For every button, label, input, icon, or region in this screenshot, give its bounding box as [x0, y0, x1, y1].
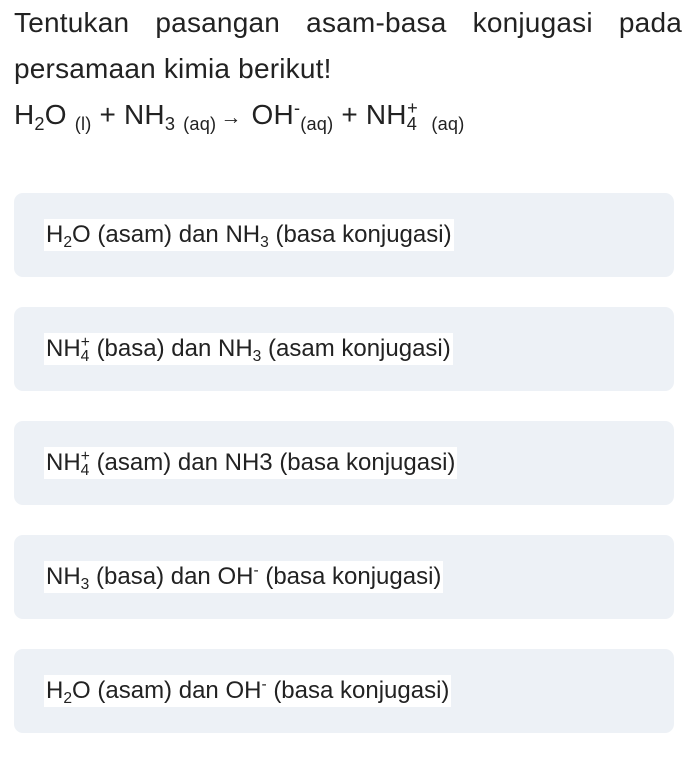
eq-plus-2: +	[341, 99, 358, 130]
eq-reactant-1-phase: (l)	[74, 114, 92, 135]
question-block	[14, 0, 682, 141]
eq-plus-1: +	[99, 99, 117, 130]
option-a[interactable]	[14, 193, 674, 277]
option-b[interactable]	[14, 307, 674, 391]
option-b-text: $NH_4^+$ (basa) dan $NH_3$ (asam konjugasi)	[46, 334, 451, 365]
eq-product-1: OH-	[251, 98, 301, 130]
eq-product-1-phase: (aq)	[300, 114, 334, 135]
option-d[interactable]	[14, 535, 674, 619]
eq-reactant-1: $H_2O$	[14, 99, 67, 135]
option-e-text: $H_2O$ (asam) dan OH- (basa konjugasi)	[46, 676, 450, 707]
eq-product-2-phase: (aq)	[431, 114, 465, 135]
option-c-text: $NH_4^+$ (asam) dan NH3 (basa konjugasi)	[46, 448, 456, 479]
option-e[interactable]	[14, 649, 674, 733]
eq-reactant-2: $NH_3$	[124, 99, 176, 135]
eq-reactant-2-phase: (aq)	[183, 114, 217, 135]
option-c[interactable]	[14, 421, 674, 505]
question-text: Tentukan pasangan asam-basa konjugasi pada persamaan kimia berikut!	[14, 7, 682, 84]
eq-arrow: →	[220, 106, 242, 129]
answer-options	[14, 193, 674, 763]
eq-product-2: $NH_4^+$	[365, 98, 418, 135]
chemical-equation	[14, 92, 682, 141]
option-a-text: $H_2O$ (asam) dan $NH_3$ (basa konjugasi)	[46, 221, 452, 251]
option-d-text: $NH_3$ (basa) dan OH- (basa konjugasi)	[46, 562, 442, 593]
